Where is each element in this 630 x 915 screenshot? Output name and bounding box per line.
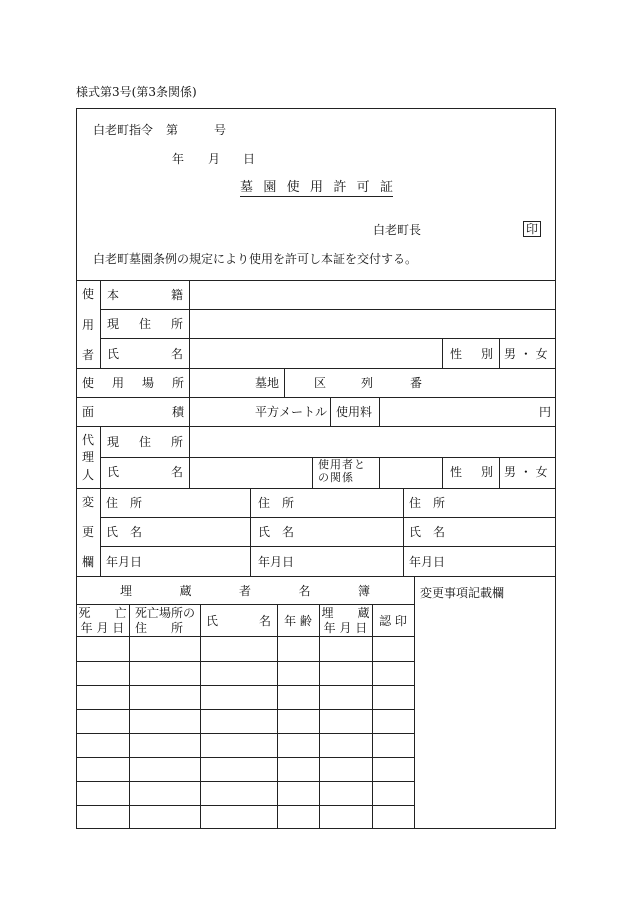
col-burial-date-2: 年 月 日 xyxy=(323,621,368,635)
change-address-1: 住 所 xyxy=(106,496,143,510)
agent-address-label: 現 住 所 xyxy=(107,435,183,449)
user-address-label: 現 住 所 xyxy=(107,317,183,331)
change-group-char-1: 変 xyxy=(81,495,94,509)
user-group-char-1: 使 xyxy=(81,287,94,301)
col-name: 氏 名 xyxy=(206,614,271,628)
change-group-char-2: 更 xyxy=(81,525,94,539)
fee-label: 使用料 xyxy=(336,405,373,419)
issue-statement: 白老町墓園条例の規定により使用を許可し本証を交付する。 xyxy=(93,252,418,266)
col-burial-date-1: 埋 蔵 xyxy=(321,606,370,620)
day-label: 日 xyxy=(243,152,256,166)
col-approval: 認 印 xyxy=(379,614,407,628)
form-label: 様式第3号(第3条関係) xyxy=(76,85,197,99)
relation-label: 使用者と の関係 xyxy=(318,458,366,484)
bochi-label: 墓地 xyxy=(255,376,280,390)
change-name-3: 氏 名 xyxy=(409,525,446,539)
agent-name-label: 氏 名 xyxy=(107,465,183,479)
col-death-date-2: 年 月 日 xyxy=(80,621,125,635)
seal-mark: 印 xyxy=(523,221,541,237)
user-name-label: 氏 名 xyxy=(107,347,183,361)
change-date-3: 年月日 xyxy=(409,555,446,569)
change-address-2: 住 所 xyxy=(258,496,295,510)
area-unit: 平方メートル xyxy=(255,405,328,419)
change-address-3: 住 所 xyxy=(409,496,446,510)
agent-group-char-2: 理 xyxy=(81,450,94,464)
ku-label: 区 xyxy=(314,376,327,390)
change-name-1: 氏 名 xyxy=(106,525,143,539)
agent-group-char-1: 代 xyxy=(81,433,94,447)
user-group-char-2: 用 xyxy=(81,318,94,332)
col-death-date-1: 死 亡 xyxy=(78,606,127,620)
col-age: 年 齢 xyxy=(284,614,312,628)
yen-label: 円 xyxy=(539,405,552,419)
change-group-char-3: 欄 xyxy=(81,555,94,569)
go-label: 号 xyxy=(214,123,227,137)
place-label: 使 用 場 所 xyxy=(82,376,184,390)
changes-record-label: 変更事項記載欄 xyxy=(420,586,505,600)
user-sex-label: 性 別 xyxy=(450,347,493,361)
certificate-title: 墓 園 使 用 許 可 証 xyxy=(240,180,393,195)
area-label: 面 積 xyxy=(82,405,184,419)
issuer-label: 白老町指令 xyxy=(93,123,154,137)
user-sex-options: 男 ・ 女 xyxy=(504,347,548,361)
year-label: 年 xyxy=(172,152,185,166)
honseki-label: 本 籍 xyxy=(107,288,183,302)
user-group-char-3: 者 xyxy=(81,348,94,362)
change-date-2: 年月日 xyxy=(258,555,295,569)
mayor-label: 白老町長 xyxy=(373,223,422,237)
retsu-label: 列 xyxy=(361,376,374,390)
col-death-place-1: 死亡場所の xyxy=(135,606,196,620)
change-name-2: 氏 名 xyxy=(258,525,295,539)
agent-sex-options: 男 ・ 女 xyxy=(504,465,548,479)
agent-group-char-3: 人 xyxy=(81,468,94,482)
burial-register-title: 埋 蔵 者 名 簿 xyxy=(120,584,370,598)
ban-label: 番 xyxy=(410,376,423,390)
month-label: 月 xyxy=(208,152,221,166)
agent-sex-label: 性 別 xyxy=(450,465,493,479)
change-date-1: 年月日 xyxy=(106,555,143,569)
col-death-place-2: 住 所 xyxy=(135,621,184,635)
dai-label: 第 xyxy=(166,123,179,137)
